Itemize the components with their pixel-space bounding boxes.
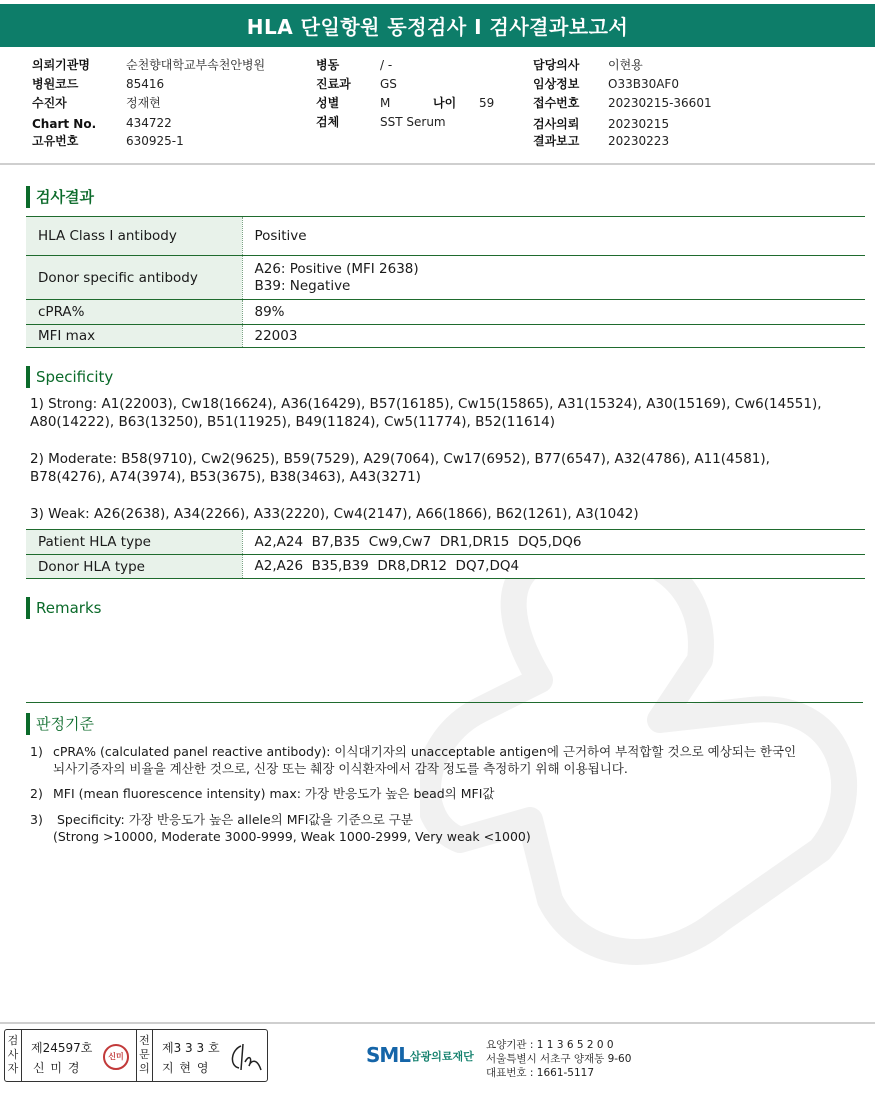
info-label: 임상정보 (533, 77, 580, 91)
info-value: 20230215-36601 (608, 96, 712, 110)
row-value: 89% (242, 300, 865, 325)
logo-text: SML (366, 1043, 411, 1067)
info-label: 검사의뢰 (533, 117, 580, 131)
info-label: Chart No. (32, 117, 97, 131)
sml-logo (366, 1037, 486, 1071)
moderate-line-1: 2) Moderate: B58(9710), Cw2(9625), B59(7529), A29(7064), Cw17(6952), B77(6547), A32(4786), A11(4581), (30, 451, 770, 467)
patient-info (0, 54, 875, 154)
table-row (26, 555, 865, 579)
row-label: cPRA% (26, 300, 242, 325)
weak-line: 3) Weak: A26(2638), A34(2266), A33(2220), Cw4(2147), A66(1866), B62(1261), A3(1042) (30, 506, 639, 522)
examiner-label: 검사자 (5, 1030, 22, 1081)
row-label: HLA Class I antibody (26, 217, 242, 256)
examiner-seal: 신미 (103, 1044, 129, 1070)
table-row (26, 217, 865, 256)
footer-divider (0, 1022, 875, 1024)
info-value: 정재현 (126, 96, 161, 110)
moderate-line-2: B78(4276), A74(3974), B53(3675), B38(3463), A43(3271) (30, 469, 421, 485)
info-value: GS (380, 77, 397, 91)
specialist-number: 제3 3 3 호 (162, 1041, 220, 1055)
row-value: A2,A24 B7,B35 Cw9,Cw7 DR1,DR15 DQ5,DQ6 (242, 530, 865, 555)
dsa-line-1: A26: Positive (MFI 2638) (254, 260, 419, 277)
header-divider (0, 163, 875, 165)
row-label: Patient HLA type (26, 530, 242, 555)
row-value: A2,A26 B35,B39 DR8,DR12 DQ7,DQ4 (242, 555, 865, 579)
info-label: 성별 (316, 96, 340, 110)
criteria-number: 2) (30, 786, 43, 801)
criteria-heading: 판정기준 (26, 713, 94, 735)
criteria-text: MFI (mean fluorescence intensity) max: 가장 반응도가 높은 bead의 MFI값 (53, 786, 495, 801)
report-title: HLA 단일항원 동정검사 I 검사결과보고서 (0, 4, 875, 47)
row-value: 22003 (242, 325, 865, 348)
info-label: 결과보고 (533, 134, 580, 148)
criteria-number: 1) (30, 744, 43, 759)
info-label: 수진자 (32, 96, 67, 110)
footer-info (486, 1038, 631, 1080)
info-value: 20230215 (608, 117, 670, 131)
remarks-heading: Remarks (26, 597, 101, 619)
strong-line-2: A80(14222), B63(13250), B51(11925), B49(11824), Cw5(11774), B52(11614) (30, 414, 556, 430)
table-row (26, 530, 865, 555)
row-label: Donor specific antibody (26, 256, 242, 300)
info-value: 이현용 (608, 58, 643, 72)
info-value: 20230223 (608, 134, 670, 148)
info-value: O33B30AF0 (608, 77, 679, 91)
info-value: 59 (479, 96, 495, 110)
info-label: 병원코드 (32, 77, 79, 91)
info-value: SST Serum (380, 115, 446, 129)
row-label: Donor HLA type (26, 555, 242, 579)
signature-icon (227, 1040, 265, 1074)
table-row (26, 325, 865, 348)
info-label: 병동 (316, 58, 340, 72)
info-label: 의뢰기관명 (32, 58, 90, 72)
table-row (26, 256, 865, 300)
info-label: 나이 (433, 96, 457, 110)
info-label: 검체 (316, 115, 340, 129)
footer-line: 대표번호 : 1661-5117 (486, 1067, 595, 1079)
footer-line: 서울특별시 서초구 양재동 9-60 (486, 1053, 632, 1065)
info-label: 담당의사 (533, 58, 580, 72)
criteria-text: 뇌사기증자의 비율을 계산한 것으로, 신장 또는 췌장 이식환자에서 감작 정도를 측정하기 위해 이용됩니다. (53, 761, 628, 776)
criteria-text: cPRA% (calculated panel reactive antibody): 이식대기자의 unacceptable antigen에 근거하여 부적합할 것으로 예상되는 한국인 (53, 744, 797, 759)
specialist-name: 지 현 영 (162, 1061, 210, 1075)
strong-line-1: 1) Strong: A1(22003), Cw18(16624), A36(16429), B57(16185), Cw15(15865), A31(15324), A30(15169), Cw6(14551), (30, 396, 822, 412)
criteria-text: Specificity: 가장 반응도가 높은 allele의 MFI값을 기준으로 구분 (57, 812, 413, 827)
criteria-number: 3) (30, 812, 43, 827)
info-label: 접수번호 (533, 96, 580, 110)
hla-type-table (26, 529, 865, 579)
info-label: 진료과 (316, 77, 351, 91)
table-row (26, 300, 865, 325)
info-value: M (380, 96, 391, 110)
info-value: / - (380, 58, 393, 72)
footer-line: 요양기관 : 1 1 3 6 5 2 0 0 (486, 1039, 614, 1051)
results-heading: 검사결과 (26, 186, 94, 208)
examiner-number: 제24597호 (31, 1041, 93, 1055)
remarks-divider (26, 702, 863, 703)
org-name: 삼광의료재단 (410, 1050, 474, 1063)
examiner-name: 신 미 경 (33, 1061, 81, 1075)
specificity-heading: Specificity (26, 366, 113, 388)
criteria-text: (Strong >10000, Moderate 3000-9999, Weak 1000-2999, Very weak <1000) (53, 829, 531, 844)
row-value (242, 256, 865, 300)
info-value: 85416 (126, 77, 165, 91)
signature-box (4, 1029, 268, 1082)
info-value: 순천향대학교부속천안병원 (126, 58, 266, 72)
info-value: 434722 (126, 116, 172, 130)
row-label: MFI max (26, 325, 242, 348)
specialist-label: 전문의 (136, 1030, 153, 1081)
info-value: 630925-1 (126, 134, 184, 148)
dsa-line-2: B39: Negative (254, 277, 351, 294)
results-table (26, 216, 865, 348)
row-value: Positive (242, 217, 865, 256)
info-label: 고유번호 (32, 134, 79, 148)
